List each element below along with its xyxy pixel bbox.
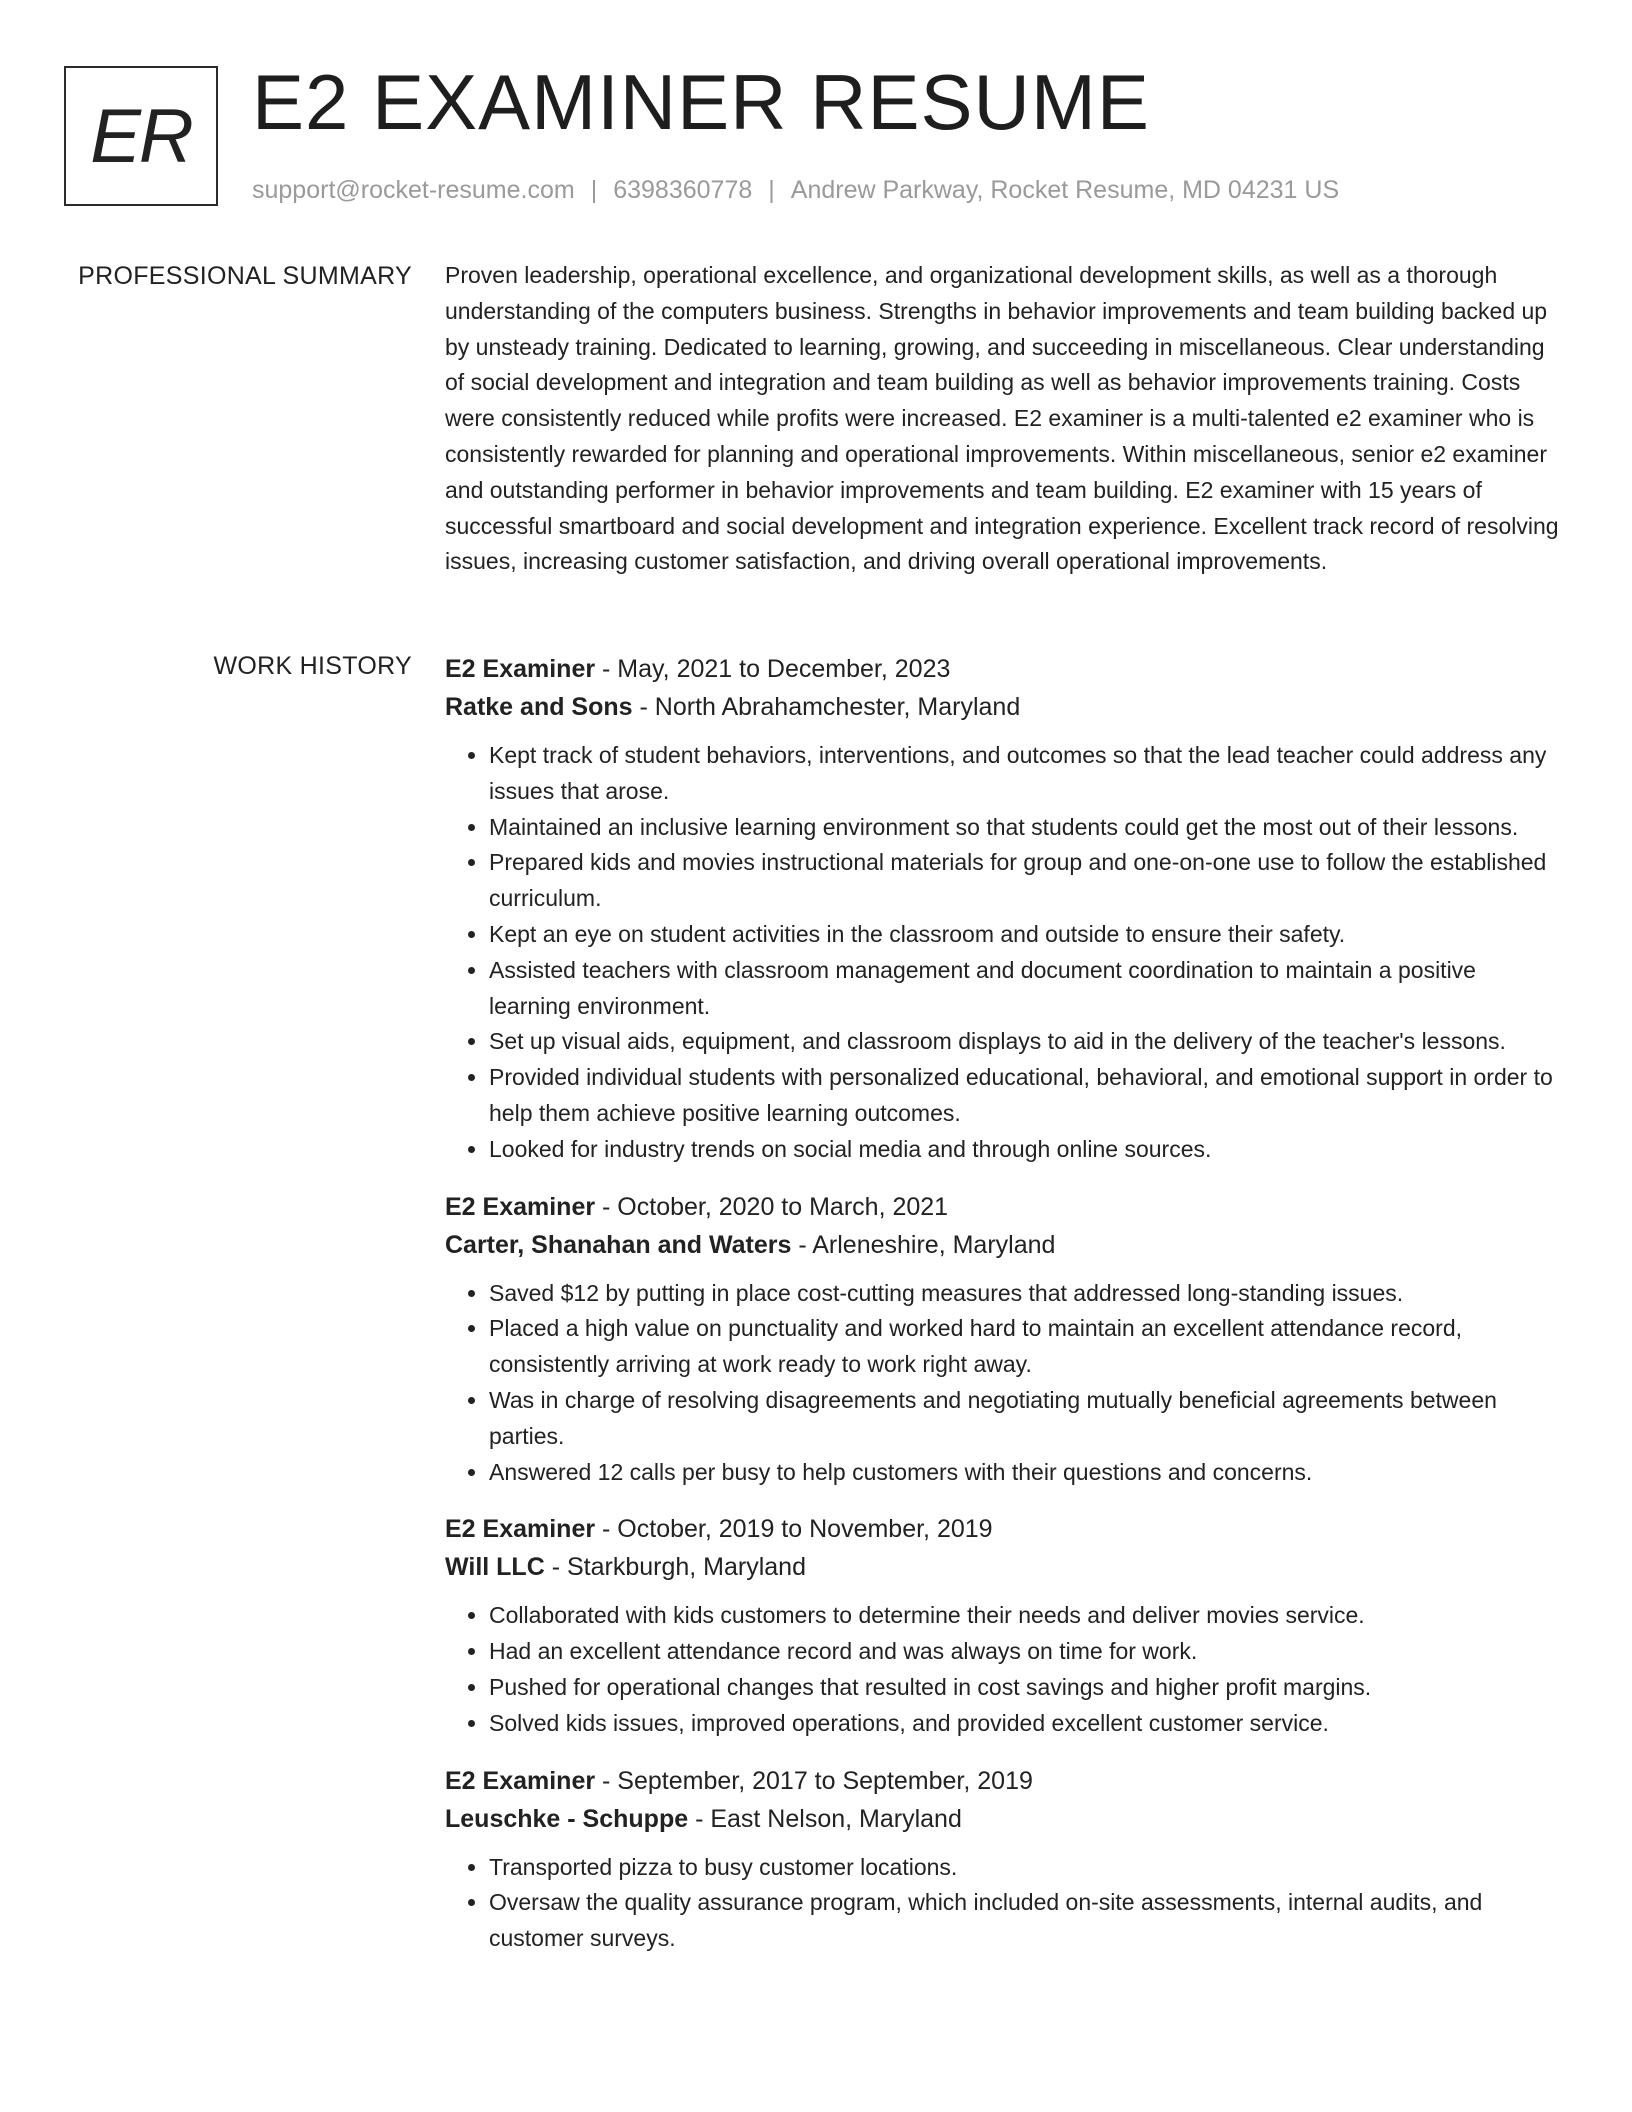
job-company-line bbox=[445, 1226, 1560, 1264]
phone: 6398360778 bbox=[613, 176, 753, 204]
job-company-line bbox=[445, 1800, 1560, 1838]
company-name: Will LLC bbox=[445, 1553, 545, 1582]
list-item: • Kept track of student behaviors, interventions, and outcomes so that the lead teacher could address any issues that arose. bbox=[489, 738, 1560, 810]
job-bullets bbox=[445, 1850, 1560, 1957]
job-dates: - May, 2021 to December, 2023 bbox=[595, 655, 951, 683]
job-bullets bbox=[445, 1276, 1560, 1491]
list-item: • Set up visual aids, equipment, and classroom displays to aid in the delivery of the teacher's lessons. bbox=[489, 1024, 1560, 1060]
address: Andrew Parkway, Rocket Resume, MD 04231 US bbox=[790, 176, 1340, 204]
list-item: • Assisted teachers with classroom management and document coordination to maintain a positive learning environment. bbox=[489, 953, 1560, 1025]
job-dates: - September, 2017 to September, 2019 bbox=[595, 1766, 1033, 1795]
job-dates: - October, 2020 to March, 2021 bbox=[595, 1192, 949, 1221]
job-bullets bbox=[445, 738, 1560, 1168]
list-item: • Kept an eye on student activities in the classroom and outside to ensure their safety. bbox=[489, 917, 1560, 953]
list-item: • Answered 12 calls per busy to help customers with their questions and concerns. bbox=[489, 1455, 1560, 1491]
list-item: • Maintained an inclusive learning environment so that students could get the most out of their lessons. bbox=[489, 810, 1560, 846]
job-bullets bbox=[445, 1598, 1560, 1741]
job-title-line bbox=[445, 1762, 1560, 1800]
section-label-work-history: WORK HISTORY bbox=[213, 652, 412, 680]
list-item: • Had an excellent attendance record and was always on time for work. bbox=[489, 1634, 1560, 1670]
list-item: • Looked for industry trends on social media and through online sources. bbox=[489, 1132, 1560, 1168]
resume-title: E2 EXAMINER RESUME bbox=[252, 58, 1150, 146]
list-item: • Oversaw the quality assurance program, which included on-site assessments, internal audits, and customer surveys. bbox=[489, 1885, 1560, 1957]
list-item: • Was in charge of resolving disagreements and negotiating mutually beneficial agreements between parties. bbox=[489, 1383, 1560, 1455]
job-company-line bbox=[445, 1548, 1560, 1586]
list-item: • Provided individual students with personalized educational, behavioral, and emotional support in order to help them achieve positive learning outcomes. bbox=[489, 1060, 1560, 1132]
job-company-line bbox=[445, 688, 1560, 726]
company-location: - Arleneshire, Maryland bbox=[791, 1230, 1056, 1259]
job-title-line bbox=[445, 650, 1560, 688]
company-name: Leuschke - Schuppe bbox=[445, 1804, 689, 1833]
job-entry bbox=[445, 1510, 1560, 1741]
company-name: Carter, Shanahan and Waters bbox=[445, 1230, 792, 1259]
job-dates: - October, 2019 to November, 2019 bbox=[595, 1515, 993, 1544]
list-item: • Solved kids issues, improved operations, and provided excellent customer service. bbox=[489, 1706, 1560, 1742]
job-title: E2 Examiner bbox=[445, 1192, 596, 1221]
job-entry bbox=[445, 1188, 1560, 1491]
job-title-line bbox=[445, 1510, 1560, 1548]
job-title-line bbox=[445, 1188, 1560, 1226]
job-title: E2 Examiner bbox=[445, 1766, 596, 1795]
list-item: • Saved $12 by putting in place cost-cutting measures that addressed long-standing issues. bbox=[489, 1276, 1560, 1312]
company-name: Ratke and Sons bbox=[445, 693, 633, 721]
job-title: E2 Examiner bbox=[445, 655, 596, 683]
monogram-logo bbox=[64, 66, 218, 206]
list-item: • Prepared kids and movies instructional materials for group and one-on-one use to follow the established curriculum. bbox=[489, 845, 1560, 917]
professional-summary-text: Proven leadership, operational excellence, and organizational development skills, as well as a thorough understanding of the computers business. Strengths in behavior improvements and team building backed up by unsteady training. Dedicated to learning, growing, and succeeding in miscellaneous. Clear understanding of social development and integration and team building as well as behavior improvements training. Costs were consistently reduced while profits were increased. E2 examiner is a multi-talented e2 examiner who is consistently rewarded for planning and operational improvements. Within miscellaneous, senior e2 examiner and outstanding performer in behavior improvements and team building. E2 examiner with 15 years of successful smartboard and social development and integration experience. Excellent track record of resolving issues, increasing customer satisfaction, and driving overall operational improvements. bbox=[445, 262, 1559, 575]
job-entry bbox=[445, 650, 1560, 1168]
company-location: - Starkburgh, Maryland bbox=[544, 1553, 806, 1582]
separator: | bbox=[590, 176, 598, 204]
list-item: • Transported pizza to busy customer locations. bbox=[489, 1850, 1560, 1886]
contact-line bbox=[252, 172, 1339, 208]
list-item: • Collaborated with kids customers to determine their needs and deliver movies service. bbox=[489, 1598, 1560, 1634]
job-title: E2 Examiner bbox=[445, 1515, 596, 1544]
section-label-professional-summary: PROFESSIONAL SUMMARY bbox=[78, 262, 412, 290]
company-location: - East Nelson, Maryland bbox=[688, 1804, 962, 1833]
job-entry bbox=[445, 1762, 1560, 1957]
initials: ER bbox=[90, 93, 192, 179]
company-location: - North Abrahamchester, Maryland bbox=[632, 693, 1021, 721]
separator: | bbox=[768, 176, 775, 204]
list-item: • Pushed for operational changes that resulted in cost savings and higher profit margins. bbox=[489, 1670, 1560, 1706]
list-item: • Placed a high value on punctuality and worked hard to maintain an excellent attendance record, consistently arriving at work ready to work right away. bbox=[489, 1311, 1560, 1383]
work-history-list bbox=[445, 650, 1560, 1977]
email: support@rocket-resume.com bbox=[252, 176, 575, 204]
